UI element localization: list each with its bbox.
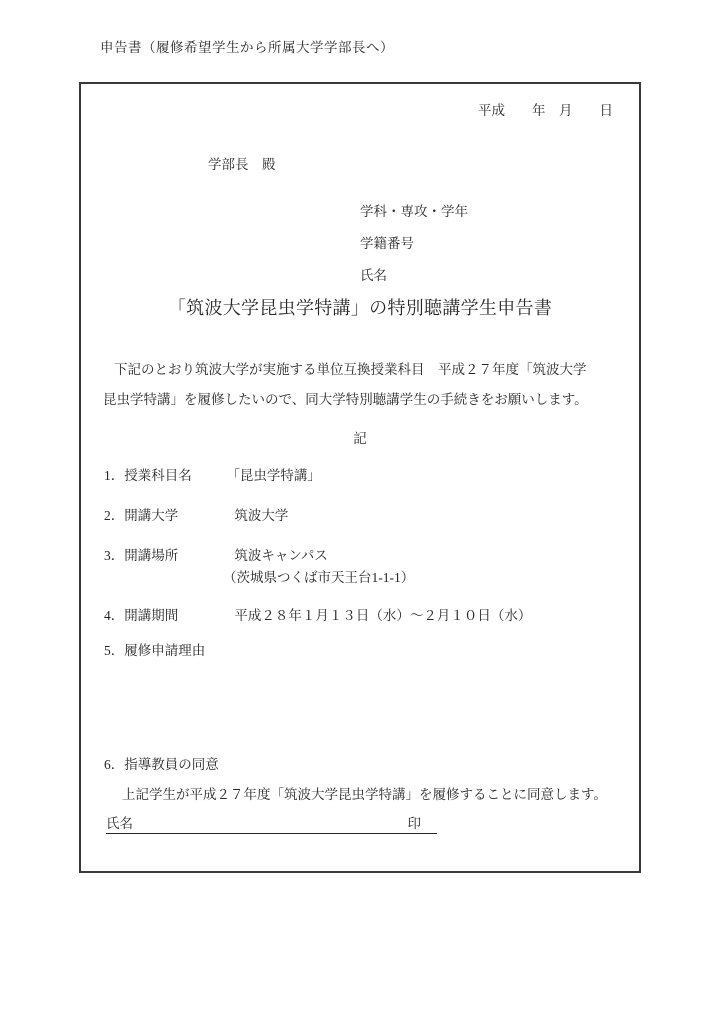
seal-label: 印: [407, 816, 421, 831]
form-border-box: [79, 82, 641, 873]
addressee-line: 学部長 殿: [208, 157, 276, 172]
item-value: 「昆虫学特講」: [226, 468, 321, 483]
section-marker: 記: [353, 431, 367, 446]
field-department-major-year: 学科・専攻・学年: [360, 204, 468, 219]
reason-writing-space: [104, 659, 614, 749]
list-item-host-university: [104, 508, 288, 524]
consent-statement: 上記学生が平成２７年度「筑波大学昆虫学特講」を履修することに同意します。: [122, 787, 607, 802]
item-label: 6．指導教員の同意: [104, 757, 219, 772]
item-value: 平成２８年１月１３日（水）～２月１０日（水）: [234, 608, 532, 623]
field-name: 氏名: [360, 268, 387, 283]
item-value-note-address: （茨城県つくば市天王台1-1-1）: [223, 570, 415, 585]
list-item-course-name: [104, 468, 321, 484]
list-item-course-period: [104, 608, 531, 624]
item-label: 4．開講期間: [104, 608, 179, 623]
item-value: 筑波大学: [234, 508, 289, 523]
item-label: 3．開講場所: [104, 548, 179, 563]
signature-name-label: 氏名: [106, 816, 133, 831]
list-item-advisor-consent: [104, 757, 231, 773]
list-item-location: [104, 548, 328, 564]
form-title: 「筑波大学昆虫学特講」の特別聴講学生申告書: [167, 298, 553, 318]
signature-line: [106, 816, 437, 834]
item-label: 1．授業科目名: [104, 468, 192, 483]
document-header-note: 申告書（履修希望学生から所属大学学部長へ）: [100, 40, 394, 55]
date-line: 平成 年 月 日: [478, 103, 613, 118]
item-value: 筑波キャンパス: [234, 548, 328, 563]
item-label: 5．履修申請理由: [104, 643, 206, 658]
list-item-application-reason: [104, 643, 231, 659]
field-student-id: 学籍番号: [360, 236, 414, 251]
body-paragraph-line2: 昆虫学特講」を履修したいので、同大学特別聴講学生の手続きをお願いします。: [103, 392, 588, 407]
item-label: 2．開講大学: [104, 508, 179, 523]
student-info-fields: [360, 204, 468, 300]
body-paragraph-line1: 下記のとおり筑波大学が実施する単位互換授業科目 平成２７年度「筑波大学: [114, 362, 587, 377]
